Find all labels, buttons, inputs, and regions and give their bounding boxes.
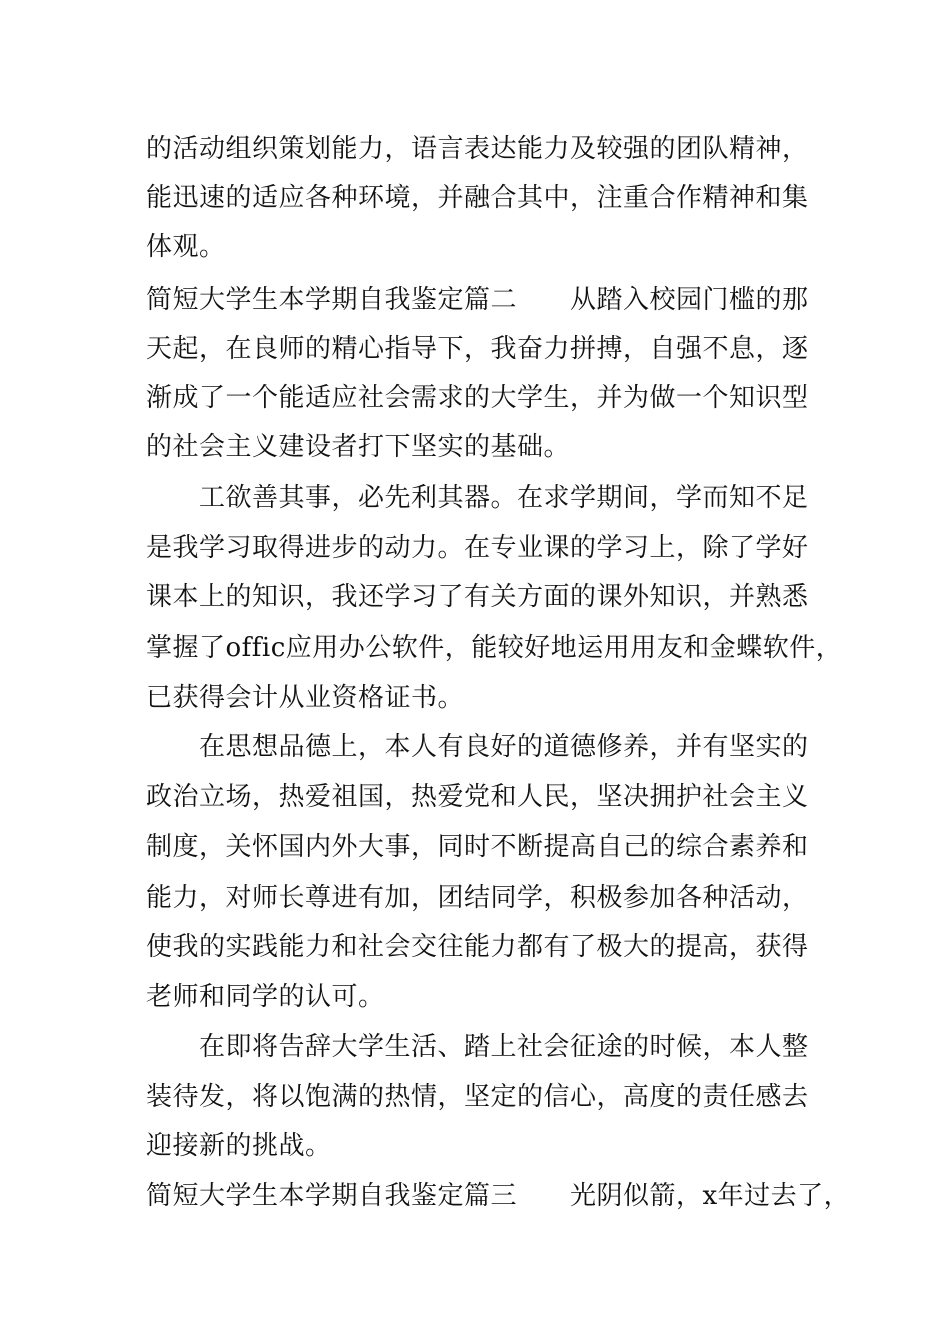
text-line: 的活动组织策划能力，语言表达能力及较强的团队精神， — [146, 134, 809, 164]
text-line: 制度，关怀国内外大事，同时不断提高自己的综合素养和 — [146, 832, 809, 862]
text-line: 是我学习取得进步的动力。在专业课的学习上，除了学好 — [146, 533, 809, 563]
text-line: 政治立场，热爱祖国，热爱党和人民，坚决拥护社会主义 — [146, 782, 809, 812]
text-line: 工欲善其事，必先利其器。在求学期间，学而知不足 — [146, 483, 809, 513]
text-line: 体观。 — [146, 232, 226, 262]
text-line: 能迅速的适应各种环境，并融合其中，注重合作精神和集 — [146, 183, 809, 213]
text-line: 渐成了一个能适应社会需求的大学生，并为做一个知识型 — [146, 383, 809, 413]
text-line: 能力，对师长尊进有加，团结同学，积极参加各种活动， — [146, 883, 809, 913]
text-line: 天起，在良师的精心指导下，我奋力拼搏，自强不息，逐 — [146, 334, 809, 364]
text-line: 在思想品德上，本人有良好的道德修养，并有坚实的 — [146, 732, 809, 762]
text-line: 已获得会计从业资格证书。 — [146, 683, 465, 713]
text-line: 装待发，将以饱满的热情，坚定的信心，高度的责任感去 — [146, 1082, 809, 1112]
text-line: 使我的实践能力和社会交往能力都有了极大的提高，获得 — [146, 932, 809, 962]
text-line: 老师和同学的认可。 — [146, 982, 385, 1012]
text-line: 课本上的知识，我还学习了有关方面的课外知识，并熟悉 — [146, 582, 809, 612]
text-line: 迎接新的挑战。 — [146, 1131, 332, 1161]
text-line: 掌握了offic应用办公软件，能较好地运用用友和金蝶软件， — [146, 633, 843, 663]
section-heading-line: 简短大学生本学期自我鉴定篇二 从踏入校园门槛的那 — [146, 285, 809, 315]
section-heading-line: 简短大学生本学期自我鉴定篇三 光阴似箭，x年过去了， — [146, 1181, 851, 1211]
text-line: 的社会主义建设者打下坚实的基础。 — [146, 432, 571, 462]
text-line: 在即将告辞大学生活、踏上社会征途的时候，本人整 — [146, 1032, 809, 1062]
